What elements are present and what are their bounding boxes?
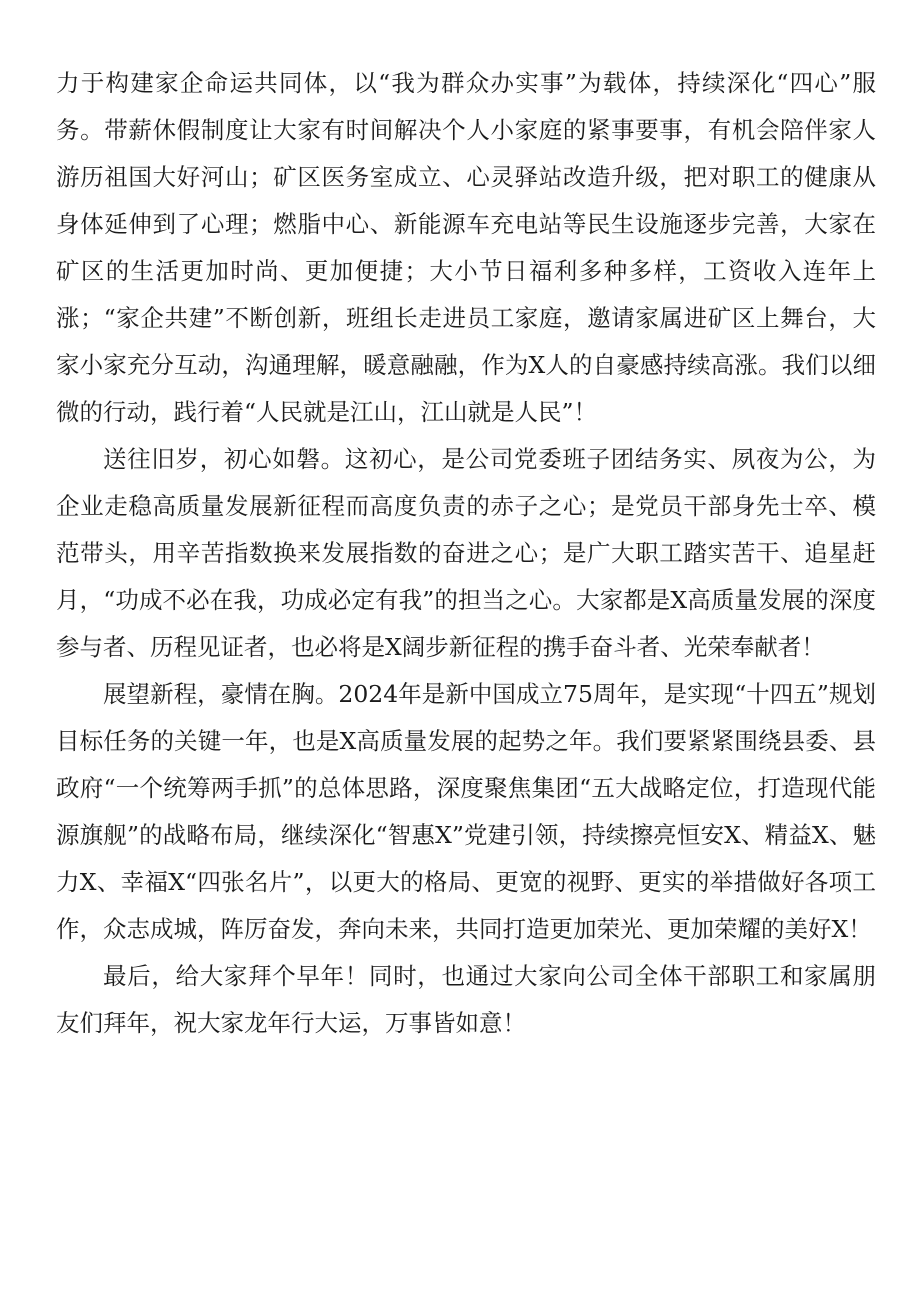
paragraph-original-intention: 送往旧岁，初心如磐。这初心，是公司党委班子团结务实、夙夜为公，为企业走稳高质量发展新征程而高度负责的赤子之心；是党员干部身先士卒、模范带头，用辛苦指数换来发展指数的奋进之心；是广大职工踏实苦干、追星赶月，“功成不必在我，功成必定有我”的担当之心。大家都是X高质量发展的深度参与者、历程见证者，也必将是X阔步新征程的携手奋斗者、光荣奉献者！ — [56, 445, 876, 661]
paragraph-outlook: 展望新程，豪情在胸。2024年是新中国成立75周年，是实现“十四五”规划目标任务的关键一年，也是X高质量发展的起势之年。我们要紧紧围绕县委、县政府“一个统筹两手抓”的总体思路，深度聚焦集团“五大战略定位，打造现代能源旗舰”的战略布局，继续深化“智惠X”党建引领，持续擦亮恒安X、精益X、魅力X、幸福X“四张名片”，以更大的格局、更宽的视野、更实的举措做好各项工作，众志成城，阵厉奋发，奔向未来，共同打造更加荣光、更加荣耀的美好X！ — [56, 680, 876, 943]
document-body — [56, 60, 876, 1047]
paragraph-closing-greeting: 最后，给大家拜个早年！同时，也通过大家向公司全体干部职工和家属朋友们拜年，祝大家龙年行大运，万事皆如意！ — [56, 962, 876, 1037]
paragraph-continued: 力于构建家企命运共同体，以“我为群众办实事”为载体，持续深化“四心”服务。带薪休假制度让大家有时间解决个人小家庭的紧事要事，有机会陪伴家人游历祖国大好河山；矿区医务室成立、心灵驿站改造升级，把对职工的健康从身体延伸到了心理；燃脂中心、新能源车充电站等民生设施逐步完善，大家在矿区的生活更加时尚、更加便捷；大小节日福利多种多样，工资收入连年上涨；“家企共建”不断创新，班组长走进员工家庭，邀请家属进矿区上舞台，大家小家充分互动，沟通理解，暖意融融，作为X人的自豪感持续高涨。我们以细微的行动，践行着“人民就是江山，江山就是人民”！ — [56, 69, 876, 426]
